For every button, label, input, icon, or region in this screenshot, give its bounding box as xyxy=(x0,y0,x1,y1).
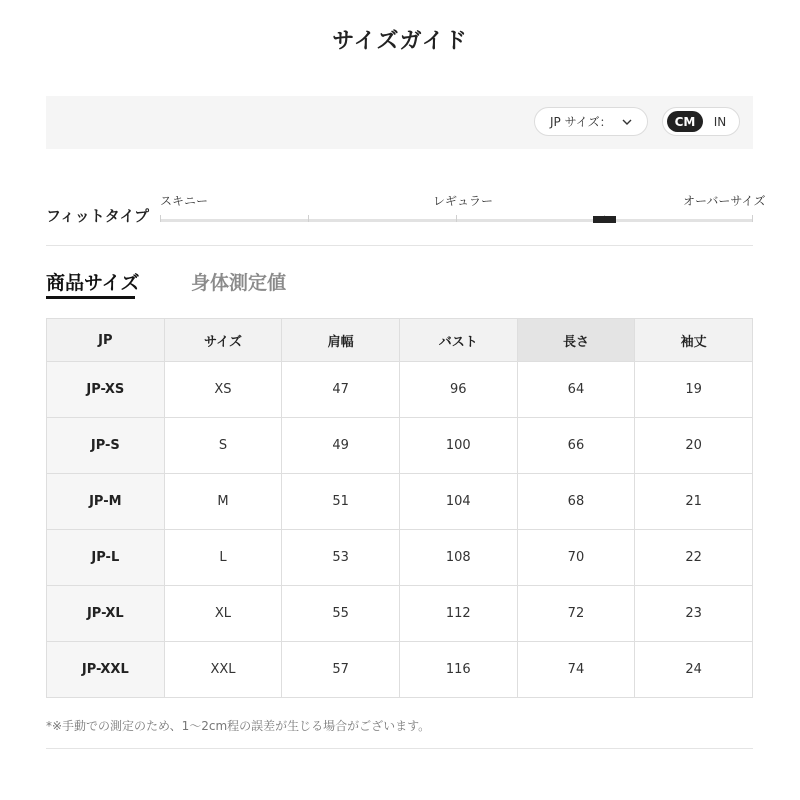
table-cell: 74 xyxy=(517,642,635,698)
row-header-cell: JP-XS xyxy=(47,362,165,418)
fit-scale-notch xyxy=(456,215,457,222)
fit-scale-notch xyxy=(308,215,309,222)
table-cell: 57 xyxy=(282,642,400,698)
size-toolbar xyxy=(46,96,753,149)
active-tab-underline xyxy=(46,296,135,299)
table-row xyxy=(47,362,753,418)
tab-product-size[interactable]: 商品サイズ xyxy=(46,272,140,294)
measurement-note: *※手動での測定のため、1〜2cm程の誤差が生じる場合がございます。 xyxy=(46,719,431,733)
table-cell: 64 xyxy=(517,362,635,418)
table-cell: 100 xyxy=(399,418,517,474)
table-cell: 23 xyxy=(635,586,753,642)
table-cell: 66 xyxy=(517,418,635,474)
fit-scale-notch xyxy=(752,215,753,222)
fit-scale-regular: レギュラー xyxy=(433,194,494,208)
table-cell: XL xyxy=(164,586,282,642)
table-cell: 21 xyxy=(635,474,753,530)
table-cell: 108 xyxy=(399,530,517,586)
table-cell: L xyxy=(164,530,282,586)
column-header-jp: JP xyxy=(47,319,165,362)
size-table xyxy=(46,318,753,698)
fit-scale-oversize: オーバーサイズ xyxy=(683,194,766,208)
row-header-cell: JP-XL xyxy=(47,586,165,642)
table-cell: 116 xyxy=(399,642,517,698)
table-cell: 70 xyxy=(517,530,635,586)
unit-toggle xyxy=(662,107,740,136)
table-row xyxy=(47,474,753,530)
table-cell: 68 xyxy=(517,474,635,530)
table-cell: 20 xyxy=(635,418,753,474)
size-system-select[interactable] xyxy=(534,107,648,136)
table-row xyxy=(47,418,753,474)
table-cell: 112 xyxy=(399,586,517,642)
fit-scale-skinny: スキニー xyxy=(160,194,209,208)
row-header-cell: JP-XXL xyxy=(47,642,165,698)
table-cell: 96 xyxy=(399,362,517,418)
table-row xyxy=(47,530,753,586)
table-cell: 53 xyxy=(282,530,400,586)
table-cell: S xyxy=(164,418,282,474)
table-header-row xyxy=(47,319,753,362)
table-cell: 22 xyxy=(635,530,753,586)
unit-cm-button[interactable]: CM xyxy=(667,111,703,132)
table-cell: 51 xyxy=(282,474,400,530)
fit-position-marker xyxy=(593,216,616,223)
bottom-divider xyxy=(46,748,753,749)
table-cell: M xyxy=(164,474,282,530)
table-cell: 72 xyxy=(517,586,635,642)
table-row xyxy=(47,586,753,642)
column-header-size: サイズ xyxy=(164,319,282,362)
column-header-length: 長さ xyxy=(517,319,635,362)
row-header-cell: JP-M xyxy=(47,474,165,530)
tab-body-measurements[interactable]: 身体測定値 xyxy=(191,272,287,294)
fit-type-label: フィットタイプ xyxy=(46,207,150,225)
fit-scale-notch xyxy=(160,215,161,222)
size-system-label: JP サイズ： xyxy=(550,115,612,129)
table-cell: 104 xyxy=(399,474,517,530)
chevron-down-icon xyxy=(621,116,633,128)
page-title: サイズガイド xyxy=(332,29,468,54)
table-cell: XXL xyxy=(164,642,282,698)
row-header-cell: JP-S xyxy=(47,418,165,474)
table-cell: 49 xyxy=(282,418,400,474)
table-row xyxy=(47,642,753,698)
column-header-shoulder: 肩幅 xyxy=(282,319,400,362)
section-divider xyxy=(46,245,753,246)
row-header-cell: JP-L xyxy=(47,530,165,586)
table-cell: 24 xyxy=(635,642,753,698)
column-header-sleeve: 袖丈 xyxy=(635,319,753,362)
table-cell: XS xyxy=(164,362,282,418)
table-cell: 19 xyxy=(635,362,753,418)
table-cell: 55 xyxy=(282,586,400,642)
table-cell: 47 xyxy=(282,362,400,418)
unit-in-button[interactable]: IN xyxy=(713,114,727,129)
column-header-bust: バスト xyxy=(399,319,517,362)
